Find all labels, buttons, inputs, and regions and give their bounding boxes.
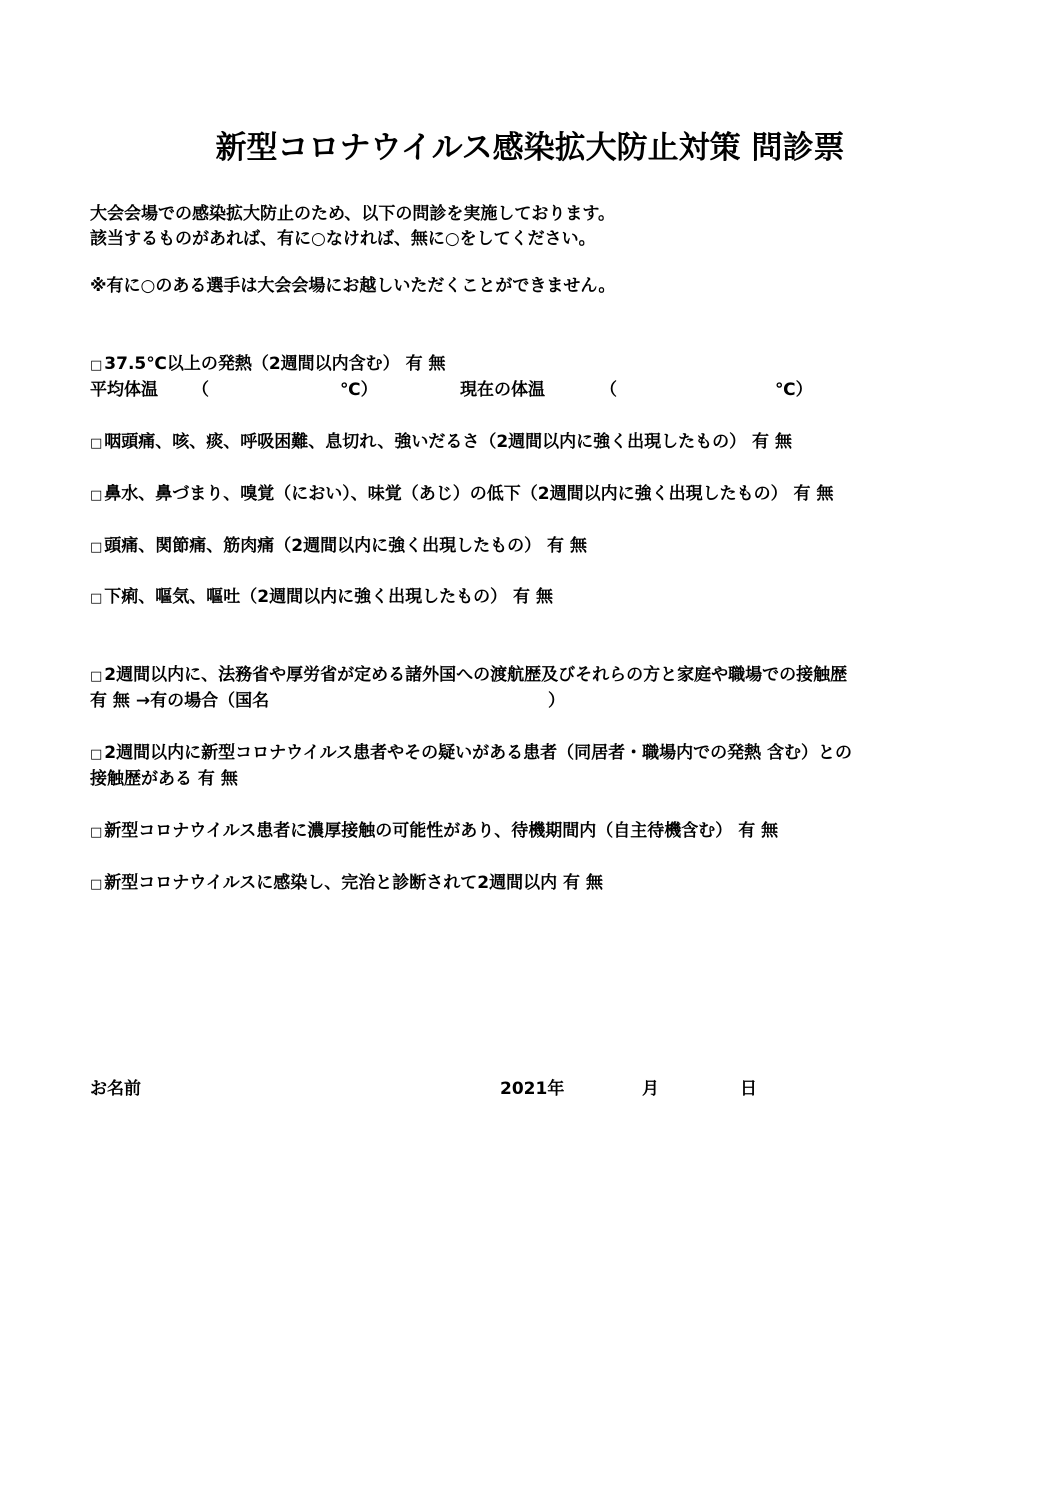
checkbox-icon[interactable]: □: [90, 669, 103, 684]
current-temp-open: （: [600, 380, 617, 400]
name-label: お名前: [90, 1079, 141, 1099]
question-text: 新型コロナウイルスに感染し、完治と診断されて2週間以内 有 無: [104, 873, 603, 893]
avg-temp-unit: ℃）: [340, 380, 378, 400]
date-day: 日: [740, 1079, 757, 1099]
current-temp-unit: ℃）: [775, 380, 813, 400]
notice-text: ※有に○のある選手は大会会場にお越しいただくことができません。: [90, 276, 616, 296]
checkbox-icon[interactable]: □: [90, 825, 103, 840]
question-text: 下痢、嘔気、嘔吐（2週間以内に強く出現したもの） 有 無: [104, 587, 553, 607]
checkbox-icon[interactable]: □: [90, 591, 103, 606]
question-stomach: [90, 585, 553, 611]
question-text: 37.5℃以上の発熱（2週間以内含む） 有 無: [104, 354, 446, 374]
intro-line-2: 該当するものがあれば、有に○なければ、無に○をしてください。: [90, 229, 596, 249]
date-month: 月: [642, 1079, 659, 1099]
question-fever: [90, 352, 446, 378]
checkbox-icon[interactable]: □: [90, 540, 103, 555]
question-nose: [90, 482, 833, 508]
question-travel: [90, 663, 847, 689]
checkbox-icon[interactable]: □: [90, 488, 103, 503]
avg-temp-open: （: [192, 380, 209, 400]
avg-temp-label: 平均体温: [90, 380, 158, 400]
question-text: 頭痛、関節痛、筋肉痛（2週間以内に強く出現したもの） 有 無: [104, 536, 587, 556]
question-text: 2週間以内に、法務省や厚労省が定める諸外国への渡航歴及びそれらの方と家庭や職場での接触歴: [104, 665, 848, 685]
country-close-paren: ）: [548, 691, 565, 711]
question-close-contact: [90, 819, 778, 845]
checkbox-icon[interactable]: □: [90, 747, 103, 762]
question-contact: [90, 741, 852, 767]
question-text: 2週間以内に新型コロナウイルス患者やその疑いがある患者（同居者・職場内での発熱 含む）との: [104, 743, 853, 763]
question-recovered: [90, 871, 603, 897]
question-travel-line-2: 有 無 →有の場合（国名: [90, 691, 270, 711]
checkbox-icon[interactable]: □: [90, 436, 103, 451]
question-contact-line-2: 接触歴がある 有 無: [90, 769, 238, 789]
question-text: 鼻水、鼻づまり、嗅覚（におい）、味覚（あじ）の低下（2週間以内に強く出現したもの） 有 無: [104, 484, 834, 504]
checkbox-icon[interactable]: □: [90, 358, 103, 373]
question-throat: [90, 430, 792, 456]
question-headache: [90, 534, 587, 560]
question-text: 咽頭痛、咳、痰、呼吸困難、息切れ、強いだるさ（2週間以内に強く出現したもの） 有 無: [104, 432, 792, 452]
intro-line-1: 大会会場での感染拡大防止のため、以下の問診を実施しております。: [90, 204, 615, 224]
page-title: 新型コロナウイルス感染拡大防止対策 問診票: [215, 130, 845, 166]
date-year: 2021年: [500, 1079, 565, 1099]
current-temp-label: 現在の体温: [460, 380, 545, 400]
checkbox-icon[interactable]: □: [90, 877, 103, 892]
question-text: 新型コロナウイルス患者に濃厚接触の可能性があり、待機期間内（自主待機含む） 有 無: [104, 821, 779, 841]
